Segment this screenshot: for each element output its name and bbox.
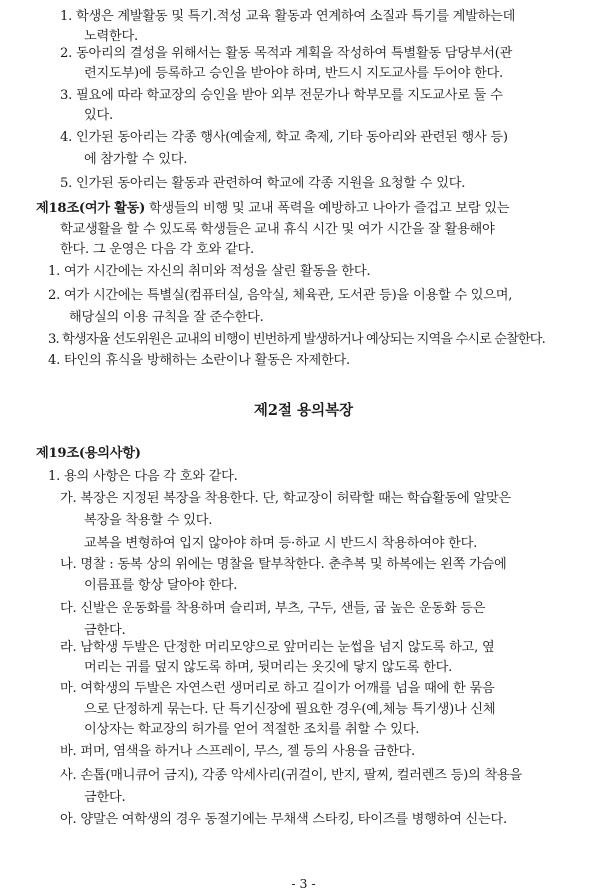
text-line: 한다. 그 운영은 다음 각 호와 같다. <box>60 242 254 257</box>
text-line: 1. 용의 사항은 다음 각 호와 같다. <box>48 469 238 484</box>
text-line: 4. 인가된 동아리는 각종 행사(예술제, 학교 축제, 기타 동아리와 관련된 행사 등) <box>60 130 508 145</box>
text-line: 아. 양말은 여학생의 경우 동절기에는 무채색 스타킹, 타이즈를 병행하여 신는다. <box>60 812 507 827</box>
text-line: 복장을 착용할 수 있다. <box>84 513 213 528</box>
text-line: 에 참가할 수 있다. <box>84 152 188 167</box>
text-line: 2. 동아리의 결성을 위해서는 활동 목적과 계획을 작성하여 특별활동 담당부서(관 <box>60 46 513 61</box>
text-line: 바. 퍼머, 염색을 하거나 스프레이, 무스, 젤 등의 사용을 금한다. <box>60 744 415 759</box>
text-line: 5. 인가된 동아리는 활동과 관련하여 학교에 각종 지원을 요청할 수 있다. <box>60 176 466 191</box>
text-line: 1. 여가 시간에는 자신의 취미와 적성을 살린 활동을 한다. <box>48 264 371 279</box>
article-text: 학생들의 비행 및 교내 폭력을 예방하고 나아가 즐겁고 보람 있는 <box>145 201 510 216</box>
article-title: 제19조(용의사항) <box>36 446 141 461</box>
text-line: 다. 신발은 운동화를 착용하며 슬리퍼, 부츠, 구두, 샌들, 굽 높은 운동화 등은 <box>60 601 486 616</box>
text-line: 노력한다. <box>84 29 138 44</box>
article-title: 제18조(여가 활동) <box>36 201 146 216</box>
text-line: 이름표를 항상 달아야 한다. <box>84 578 238 593</box>
article-18 <box>36 201 509 217</box>
text-line: 나. 명찰 : 동복 상의 위에는 명찰을 탈부착한다. 춘추복 및 하복에는 왼쪽 가슴에 <box>60 557 507 572</box>
text-line: 마. 여학생의 두발은 자연스런 생머리로 하고 길이가 어깨를 넘을 때에 한 묶음 <box>60 681 495 696</box>
page-number: - 3 - <box>291 876 316 891</box>
text-line: 금한다. <box>84 623 126 638</box>
text-line: 학교생활을 할 수 있도록 학생들은 교내 휴식 시간 및 여가 시간을 잘 활용해야 <box>60 222 495 237</box>
text-line: 있다. <box>84 108 113 123</box>
text-line: 이상자는 학교장의 허가를 얻어 적절한 조치를 취할 수 있다. <box>84 722 420 737</box>
text-line: 2. 여가 시간에는 특별실(컴퓨터실, 음악실, 체육관, 도서관 등)을 이용할 수 있으며, <box>48 288 513 303</box>
text-line: 해당실의 이용 규칙을 잘 준수한다. <box>69 310 264 325</box>
text-line: 3. 학생자율 선도위원은 교내의 비행이 빈번하게 발생하거나 예상되는 지역을 수시로 순찰한다. <box>48 332 545 347</box>
text-line: 라. 남학생 두발은 단정한 머리모양으로 앞머리는 눈썹을 넘지 않도록 하고, 옆 <box>60 640 495 655</box>
text-line: 교복을 변형하여 입지 않아야 하며 등·하교 시 반드시 착용하여야 한다. <box>84 536 478 551</box>
text-line: 머리는 귀를 덮지 않도록 하며, 뒷머리는 옷깃에 닿지 않도록 한다. <box>84 660 453 675</box>
text-line: 사. 손톱(매니큐어 금지), 각종 악세사리(귀걸이, 반지, 팔찌, 컬러렌즈 등)의 착용을 <box>60 768 522 783</box>
text-line: 금한다. <box>84 790 126 805</box>
text-line: 4. 타인의 휴식을 방해하는 소란이나 활동은 자제한다. <box>48 353 350 368</box>
text-line: 으로 단정하게 묶는다. 단 특기신장에 필요한 경우(예,체능 특기생)나 신체 <box>84 702 496 717</box>
section-heading: 제2절 용의복장 <box>253 402 354 419</box>
text-line: 1. 학생은 계발활동 및 특기.적성 교육 활동과 연계하여 소질과 특기를 계발하는데 <box>60 9 516 24</box>
text-line: 련지도부)에 등록하고 승인을 받아야 하며, 반드시 지도교사를 두어야 한다. <box>84 66 503 81</box>
text-line: 가. 복장은 지정된 복장을 착용한다. 단, 학교장이 허락할 때는 학습활동에 알맞은 <box>60 491 511 506</box>
text-line: 3. 필요에 따라 학교장의 승인을 받아 외부 전문가나 학부모를 지도교사로 둘 수 <box>60 88 503 103</box>
